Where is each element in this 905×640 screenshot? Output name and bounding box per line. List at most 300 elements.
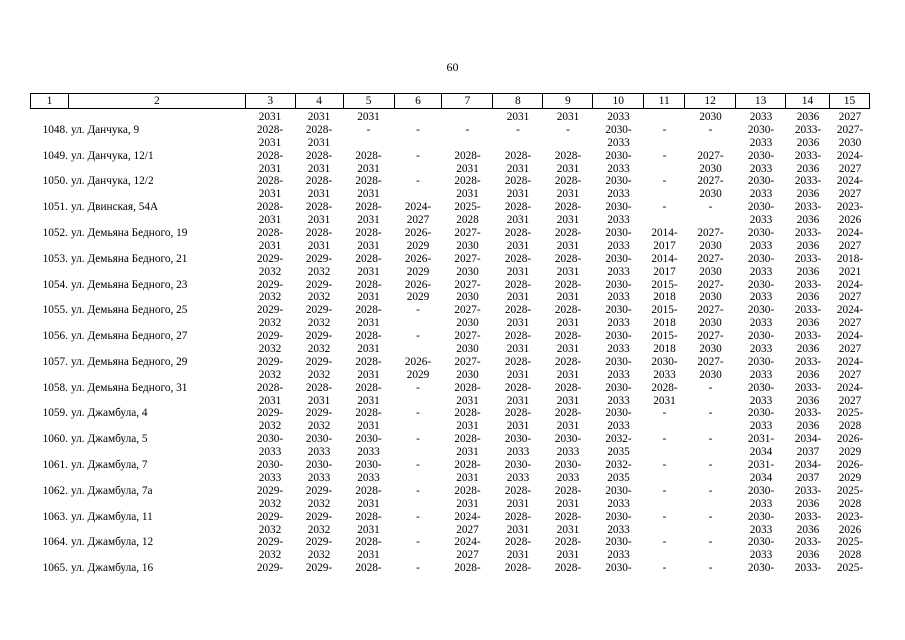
year-cell: 2031 bbox=[506, 162, 530, 175]
year-cell: 2033 bbox=[607, 214, 630, 227]
year-cell: 2036 bbox=[796, 136, 820, 149]
year-cell: 2033 bbox=[607, 343, 630, 356]
row-number: 1050. bbox=[42, 175, 68, 188]
year-cell: 2028- bbox=[554, 536, 582, 549]
year-cell: 2033 bbox=[357, 446, 380, 459]
year-cell: 2027- bbox=[454, 330, 481, 343]
year-cell: 2028- bbox=[305, 381, 333, 394]
year-cell: 2033 bbox=[307, 471, 331, 484]
year-cell: 2027 bbox=[838, 162, 862, 175]
year-cell: 2028- bbox=[504, 355, 532, 368]
year-cell: - bbox=[708, 562, 713, 575]
year-cell: 2031 bbox=[357, 214, 380, 227]
year-cell: 2033- bbox=[794, 330, 822, 343]
year-cell: 2030- bbox=[605, 536, 632, 549]
year-cell: 2030 bbox=[456, 239, 479, 252]
year-cell: 2029- bbox=[305, 330, 333, 343]
year-cell: 2033- bbox=[794, 149, 822, 162]
year-cell: 2027 bbox=[456, 523, 479, 536]
year-cell: 2028- bbox=[504, 407, 532, 420]
year-cell: 2033 bbox=[607, 549, 630, 562]
year-cell: 2030- bbox=[747, 175, 775, 188]
year-cell: 2029- bbox=[305, 304, 333, 317]
year-cell: 2027- bbox=[836, 123, 864, 136]
year-cell: 2032 bbox=[258, 368, 282, 381]
year-cell: 2015- bbox=[651, 278, 678, 291]
year-cell: - bbox=[662, 562, 667, 575]
year-cell: 2031 bbox=[357, 394, 380, 407]
year-cell: 2031 bbox=[506, 317, 530, 330]
year-cell: 2032- bbox=[605, 433, 632, 446]
year-cell: 2033 bbox=[749, 523, 773, 536]
header-cell-13: 13 bbox=[736, 94, 786, 108]
row-number: 1057. bbox=[42, 355, 68, 368]
year-cell: 2033 bbox=[749, 291, 773, 304]
header-cell-12: 12 bbox=[685, 94, 736, 108]
year-cell: 2027 bbox=[838, 343, 862, 356]
year-cell: 2028- bbox=[504, 304, 532, 317]
year-cell: 2028- bbox=[355, 407, 382, 420]
year-cell: 2030- bbox=[605, 227, 632, 240]
year-cell: 2027- bbox=[697, 304, 724, 317]
year-cell: 2030- bbox=[256, 433, 284, 446]
year-cell: 2028- bbox=[504, 149, 532, 162]
year-cell: 2028- bbox=[355, 201, 382, 214]
year-cell: 2033 bbox=[607, 394, 630, 407]
year-cell: 2030- bbox=[747, 201, 775, 214]
header-cell-10: 10 bbox=[593, 94, 644, 108]
header-cell-4: 4 bbox=[296, 94, 344, 108]
year-cell: 2028 bbox=[838, 549, 862, 562]
year-cell: - bbox=[416, 304, 420, 317]
year-cell: 2023- bbox=[836, 201, 864, 214]
year-cell: 2031 bbox=[556, 291, 580, 304]
year-cell: 2033 bbox=[749, 162, 773, 175]
row-number: 1063. bbox=[42, 510, 68, 523]
year-cell: 2033- bbox=[794, 278, 822, 291]
year-cell: 2031 bbox=[357, 162, 380, 175]
year-cell: - bbox=[416, 123, 420, 136]
year-cell: - bbox=[662, 201, 667, 214]
year-cell: 2028- bbox=[504, 536, 532, 549]
year-cell: 2030 bbox=[699, 162, 722, 175]
year-cell: - bbox=[416, 484, 420, 497]
year-cell: 2033 bbox=[749, 420, 773, 433]
year-cell: 2028- bbox=[651, 381, 678, 394]
address-cell: ул. Демьяна Бедного, 25 bbox=[71, 304, 188, 317]
year-cell: 2027- bbox=[697, 252, 724, 265]
year-cell: 2027 bbox=[838, 188, 862, 201]
year-cell: - bbox=[566, 123, 570, 136]
year-cell: 2028- bbox=[256, 381, 284, 394]
year-cell: 2028- bbox=[454, 175, 481, 188]
year-cell: 2031 bbox=[506, 188, 530, 201]
year-cell: 2025- bbox=[454, 201, 481, 214]
year-cell: 2031 bbox=[258, 136, 282, 149]
year-cell: 2031 bbox=[307, 162, 331, 175]
year-cell: 2036 bbox=[796, 265, 820, 278]
row-number: 1064. bbox=[42, 536, 68, 549]
year-cell: 2029- bbox=[305, 510, 333, 523]
year-cell: 2028- bbox=[504, 484, 532, 497]
row-number: 1061. bbox=[42, 459, 68, 472]
year-cell: 2031 bbox=[556, 368, 580, 381]
year-cell: 2024- bbox=[836, 149, 864, 162]
header-cell-9: 9 bbox=[543, 94, 593, 108]
header-cell-3: 3 bbox=[246, 94, 296, 108]
address-cell: ул. Джамбула, 4 bbox=[71, 407, 148, 420]
year-cell: 2028 bbox=[838, 497, 862, 510]
year-cell: 2027- bbox=[697, 227, 724, 240]
year-cell: 2028- bbox=[355, 536, 382, 549]
year-cell: 2028- bbox=[305, 201, 333, 214]
year-cell: 2028- bbox=[355, 252, 382, 265]
row-number: 1048. bbox=[42, 123, 68, 136]
address-cell: ул. Демьяна Бедного, 31 bbox=[71, 381, 188, 394]
year-cell: 2018- bbox=[836, 252, 864, 265]
year-cell: 2028- bbox=[454, 562, 481, 575]
header-cell-1: 1 bbox=[31, 94, 69, 108]
year-cell: 2028- bbox=[554, 381, 582, 394]
year-cell: 2028- bbox=[355, 562, 382, 575]
year-cell: 2030- bbox=[651, 355, 678, 368]
year-cell: 2029- bbox=[305, 407, 333, 420]
year-cell: 2037 bbox=[796, 471, 820, 484]
year-cell: 2036 bbox=[796, 188, 820, 201]
year-cell: 2026- bbox=[836, 459, 864, 472]
row-number: 1053. bbox=[42, 252, 68, 265]
year-cell: 2028- bbox=[504, 201, 532, 214]
header-cell-11: 11 bbox=[644, 94, 685, 108]
year-cell: 2030- bbox=[747, 407, 775, 420]
year-cell: 2028- bbox=[355, 330, 382, 343]
year-cell: 2024- bbox=[836, 175, 864, 188]
year-cell: 2030- bbox=[747, 510, 775, 523]
year-cell: 2021 bbox=[838, 265, 862, 278]
year-cell: - bbox=[416, 459, 420, 472]
row-number: 1060. bbox=[42, 433, 68, 446]
row-number: 1056. bbox=[42, 330, 68, 343]
year-cell: 2033 bbox=[556, 471, 580, 484]
year-cell: 2030 bbox=[456, 317, 479, 330]
year-cell: 2029 bbox=[838, 471, 862, 484]
year-cell: 2027- bbox=[697, 355, 724, 368]
header-cell-15: 15 bbox=[830, 94, 870, 108]
year-cell: 2031 bbox=[556, 523, 580, 536]
year-cell: 2031 bbox=[307, 239, 331, 252]
year-cell: 2031 bbox=[556, 188, 580, 201]
year-cell: 2024- bbox=[836, 227, 864, 240]
year-cell: 2031 bbox=[258, 214, 282, 227]
year-cell: 2028- bbox=[305, 175, 333, 188]
year-cell: 2033 bbox=[607, 420, 630, 433]
year-cell: 2014- bbox=[651, 252, 678, 265]
year-cell: 2033 bbox=[749, 136, 773, 149]
year-cell: 2032 bbox=[307, 368, 331, 381]
year-cell: 2031 bbox=[456, 497, 479, 510]
year-cell: 2015- bbox=[651, 304, 678, 317]
year-cell: 2032 bbox=[307, 265, 331, 278]
year-cell: 2032 bbox=[258, 343, 282, 356]
year-cell: 2017 bbox=[653, 239, 676, 252]
year-cell: 2028- bbox=[305, 227, 333, 240]
year-cell: 2030- bbox=[305, 433, 333, 446]
year-cell: 2029- bbox=[305, 252, 333, 265]
year-cell: 2028- bbox=[355, 484, 382, 497]
year-cell: 2029- bbox=[256, 278, 284, 291]
year-cell: 2030 bbox=[699, 343, 722, 356]
year-cell: 2028- bbox=[554, 484, 582, 497]
year-cell: 2030- bbox=[355, 433, 382, 446]
year-cell: 2025- bbox=[836, 562, 864, 575]
year-cell: 2033 bbox=[749, 368, 773, 381]
year-cell: 2033- bbox=[794, 227, 822, 240]
year-cell: 2031 bbox=[556, 111, 580, 123]
year-cell: 2030- bbox=[605, 484, 632, 497]
year-cell: - bbox=[416, 536, 420, 549]
year-cell: 2031- bbox=[747, 433, 775, 446]
year-cell: 2030- bbox=[747, 355, 775, 368]
year-cell: 2030- bbox=[747, 536, 775, 549]
year-cell: 2030- bbox=[605, 149, 632, 162]
year-cell: 2031 bbox=[506, 497, 530, 510]
year-cell: 2028- bbox=[504, 278, 532, 291]
year-cell: 2031 bbox=[357, 239, 380, 252]
year-cell: 2030- bbox=[747, 484, 775, 497]
year-cell: 2030- bbox=[747, 381, 775, 394]
year-cell: - bbox=[708, 433, 713, 446]
year-cell: 2031 bbox=[456, 394, 479, 407]
year-cell: 2033 bbox=[607, 265, 630, 278]
year-cell: 2033 bbox=[607, 136, 630, 149]
year-cell: 2024- bbox=[404, 201, 432, 214]
address-cell: ул. Демьяна Бедного, 21 bbox=[71, 252, 188, 265]
year-cell: 2025- bbox=[836, 407, 864, 420]
year-cell: 2028- bbox=[554, 278, 582, 291]
year-cell: 2030 bbox=[699, 188, 722, 201]
address-cell: ул. Джамбула, 11 bbox=[71, 510, 153, 523]
year-cell: 2030- bbox=[747, 252, 775, 265]
year-cell: 2031 bbox=[357, 497, 380, 510]
year-cell: 2036 bbox=[796, 420, 820, 433]
year-cell: - bbox=[662, 510, 667, 523]
year-cell: 2031 bbox=[307, 214, 331, 227]
year-cell: 2031 bbox=[506, 343, 530, 356]
year-cell: 2030- bbox=[747, 227, 775, 240]
year-cell: 2033- bbox=[794, 381, 822, 394]
year-cell: 2033 bbox=[749, 394, 773, 407]
year-cell: 2030- bbox=[605, 304, 632, 317]
address-cell: ул. Джамбула, 16 bbox=[71, 562, 154, 575]
year-cell: 2027- bbox=[454, 278, 481, 291]
year-cell: 2030- bbox=[605, 123, 632, 136]
year-cell: 2033 bbox=[749, 497, 773, 510]
year-cell: 2034 bbox=[749, 446, 773, 459]
year-cell: 2028- bbox=[554, 330, 582, 343]
year-cell: 2027 bbox=[838, 291, 862, 304]
year-cell: 2024- bbox=[454, 536, 481, 549]
year-cell: 2029- bbox=[256, 510, 284, 523]
header-cell-14: 14 bbox=[786, 94, 830, 108]
address-cell: ул. Джамбула, 12 bbox=[71, 536, 154, 549]
year-cell: 2028- bbox=[554, 304, 582, 317]
year-cell: 2033 bbox=[749, 111, 773, 123]
year-cell: 2029- bbox=[305, 484, 333, 497]
year-cell: 2028- bbox=[355, 381, 382, 394]
year-cell: 2036 bbox=[796, 291, 820, 304]
row-number: 1062. bbox=[42, 484, 68, 497]
year-cell: 2036 bbox=[796, 343, 820, 356]
year-cell: 2031 bbox=[556, 317, 580, 330]
year-cell: 2033 bbox=[653, 368, 676, 381]
year-cell: 2030- bbox=[554, 433, 582, 446]
year-cell: 2028- bbox=[554, 510, 582, 523]
year-cell: 2031 bbox=[456, 188, 479, 201]
year-cell: 2018 bbox=[653, 317, 676, 330]
address-cell: ул. Джамбула, 5 bbox=[71, 433, 148, 446]
year-cell: 2027 bbox=[406, 214, 430, 227]
year-cell: 2031 bbox=[506, 111, 530, 123]
year-cell: - bbox=[416, 433, 420, 446]
year-cell: 2032- bbox=[605, 459, 632, 472]
year-cell: 2028- bbox=[504, 252, 532, 265]
year-cell: 2029- bbox=[256, 407, 284, 420]
year-cell: 2027 bbox=[838, 368, 862, 381]
year-cell: 2036 bbox=[796, 497, 820, 510]
year-cell: 2037 bbox=[796, 446, 820, 459]
year-cell: 2036 bbox=[796, 523, 820, 536]
year-cell: 2028 bbox=[456, 214, 479, 227]
year-cell: 2029 bbox=[406, 291, 430, 304]
year-cell: 2030- bbox=[605, 330, 632, 343]
year-cell: - bbox=[366, 123, 371, 136]
year-cell: - bbox=[416, 175, 420, 188]
year-cell: 2030- bbox=[504, 433, 532, 446]
year-cell: 2031 bbox=[307, 111, 331, 123]
year-cell: - bbox=[416, 510, 420, 523]
year-cell: 2030- bbox=[747, 562, 775, 575]
year-cell: - bbox=[416, 407, 420, 420]
address-cell: ул. Данчука, 12/1 bbox=[71, 149, 154, 162]
year-cell: 2033 bbox=[749, 239, 773, 252]
year-cell: 2033 bbox=[607, 523, 630, 536]
year-cell: - bbox=[662, 536, 667, 549]
year-cell: 2030- bbox=[605, 381, 632, 394]
year-cell: - bbox=[708, 536, 713, 549]
year-cell: 2024- bbox=[836, 278, 864, 291]
year-cell: - bbox=[416, 149, 420, 162]
year-cell: 2031 bbox=[357, 549, 380, 562]
year-cell: 2028- bbox=[355, 227, 382, 240]
year-cell: 2029- bbox=[256, 536, 284, 549]
year-cell: 2030- bbox=[605, 355, 632, 368]
header-cell-2: 2 bbox=[69, 94, 246, 108]
year-cell: - bbox=[708, 407, 713, 420]
year-cell: 2030- bbox=[605, 407, 632, 420]
year-cell: 2031 bbox=[357, 111, 380, 123]
year-cell: 2030- bbox=[305, 459, 333, 472]
year-cell: 2032 bbox=[307, 420, 331, 433]
year-cell: 2030- bbox=[256, 459, 284, 472]
year-cell: 2027 bbox=[838, 394, 862, 407]
year-cell: 2031 bbox=[357, 291, 380, 304]
year-cell: 2031 bbox=[357, 265, 380, 278]
year-cell: - bbox=[662, 175, 667, 188]
year-cell: 2031 bbox=[556, 394, 580, 407]
address-cell: ул. Данчука, 12/2 bbox=[71, 175, 154, 188]
year-cell: - bbox=[516, 123, 520, 136]
year-cell: 2028- bbox=[256, 149, 284, 162]
year-cell: 2031 bbox=[506, 239, 530, 252]
year-cell: 2030 bbox=[699, 265, 722, 278]
year-cell: 2029- bbox=[305, 536, 333, 549]
year-cell: 2029- bbox=[256, 562, 284, 575]
year-cell: - bbox=[662, 407, 667, 420]
year-cell: 2033 bbox=[607, 497, 630, 510]
year-cell: 2027- bbox=[697, 330, 724, 343]
year-cell: 2031 bbox=[357, 343, 380, 356]
year-cell: 2028- bbox=[554, 355, 582, 368]
year-cell: 2035 bbox=[607, 471, 630, 484]
year-cell: - bbox=[416, 381, 420, 394]
year-cell: 2031 bbox=[506, 265, 530, 278]
year-cell: 2028- bbox=[256, 175, 284, 188]
year-cell: 2030- bbox=[504, 459, 532, 472]
year-cell: - bbox=[662, 459, 667, 472]
year-cell: 2033 bbox=[607, 188, 630, 201]
year-cell: 2026 bbox=[838, 214, 862, 227]
year-cell: 2030- bbox=[605, 562, 632, 575]
year-cell: 2032 bbox=[307, 317, 331, 330]
year-cell: 2036 bbox=[796, 549, 820, 562]
year-cell: 2033- bbox=[794, 562, 822, 575]
year-cell: 2028- bbox=[355, 304, 382, 317]
year-cell: 2031 bbox=[307, 394, 331, 407]
table-header bbox=[30, 93, 870, 109]
year-cell: 2028- bbox=[454, 381, 481, 394]
year-cell: 2029 bbox=[838, 446, 862, 459]
year-cell: 2023- bbox=[836, 510, 864, 523]
year-cell: 2033 bbox=[607, 111, 630, 123]
row-number: 1058. bbox=[42, 381, 68, 394]
year-cell: 2018 bbox=[653, 291, 676, 304]
year-cell: 2033 bbox=[749, 317, 773, 330]
year-cell: - bbox=[465, 123, 470, 136]
address-cell: ул. Демьяна Бедного, 23 bbox=[71, 278, 188, 291]
year-cell: 2024- bbox=[454, 510, 481, 523]
year-cell: 2031 bbox=[258, 162, 282, 175]
year-cell: 2028- bbox=[504, 510, 532, 523]
year-cell: 2027- bbox=[454, 227, 481, 240]
year-cell: 2028- bbox=[355, 355, 382, 368]
year-cell: 2030 bbox=[699, 291, 722, 304]
year-cell: 2028- bbox=[454, 149, 481, 162]
year-cell: 2028- bbox=[554, 562, 582, 575]
year-cell: 2033- bbox=[794, 536, 822, 549]
year-cell: 2030 bbox=[456, 368, 479, 381]
year-cell: 2027- bbox=[697, 149, 724, 162]
year-cell: 2032 bbox=[258, 317, 282, 330]
year-cell: 2031 bbox=[506, 420, 530, 433]
year-cell: 2033 bbox=[506, 446, 530, 459]
year-cell: 2036 bbox=[796, 214, 820, 227]
header-cell-6: 6 bbox=[395, 94, 443, 108]
year-cell: - bbox=[708, 484, 713, 497]
year-cell: 2028- bbox=[305, 149, 333, 162]
year-cell: 2014- bbox=[651, 227, 678, 240]
year-cell: 2027 bbox=[838, 239, 862, 252]
year-cell: 2029- bbox=[256, 304, 284, 317]
